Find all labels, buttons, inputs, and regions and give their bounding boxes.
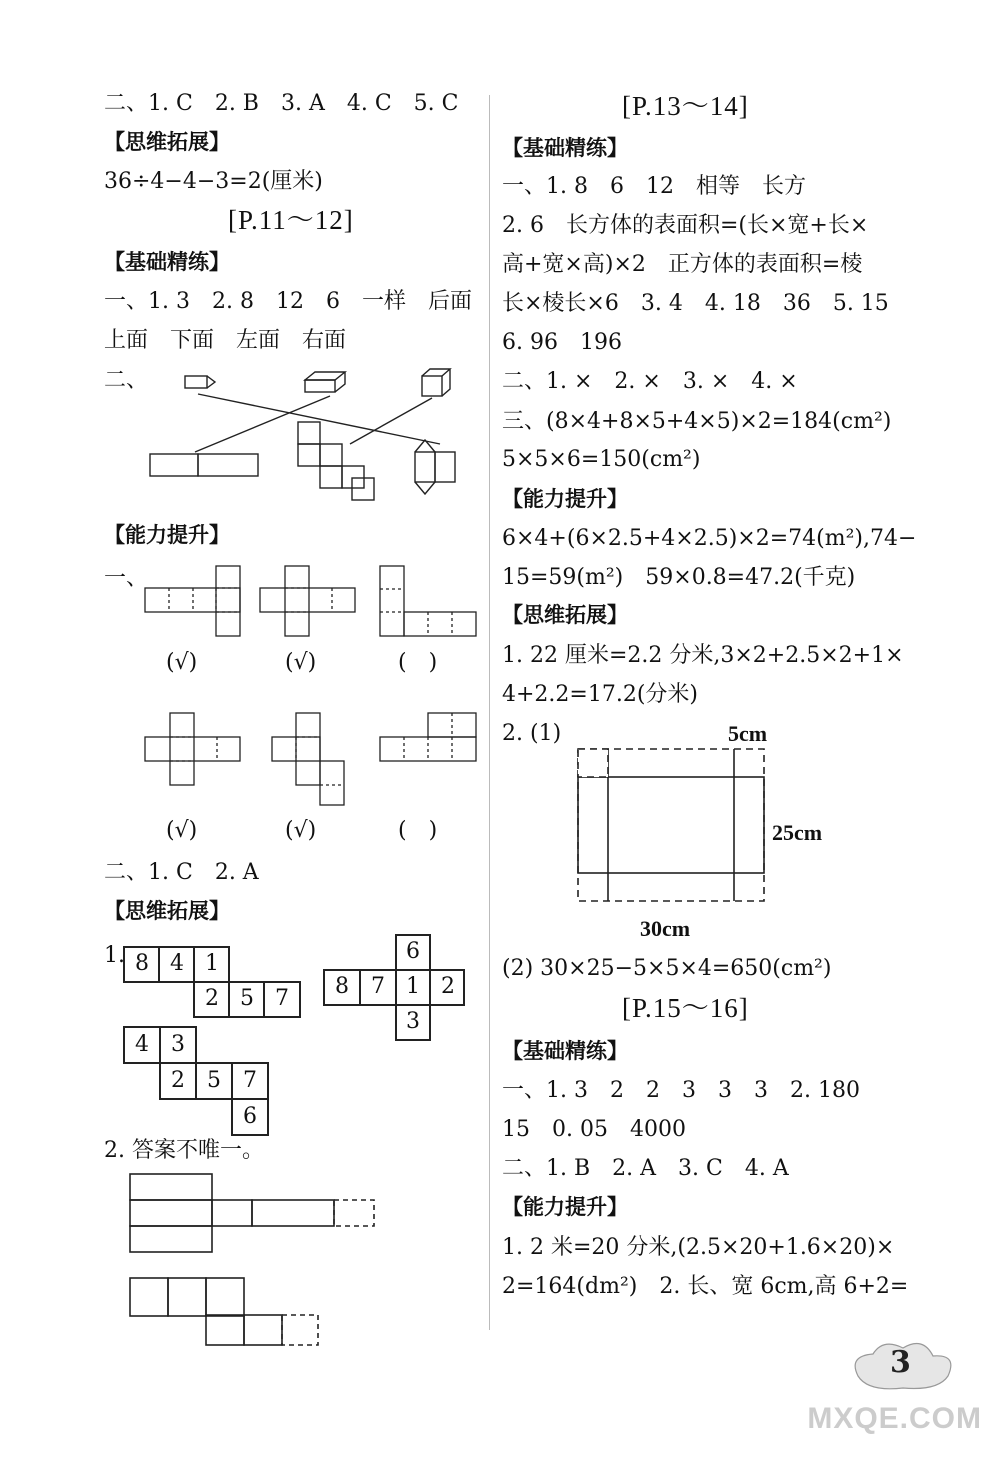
- net-cell: 5: [240, 986, 254, 1011]
- check-mark: ( ): [398, 650, 438, 675]
- answer-line: 2. 答案不唯一。: [104, 1138, 264, 1163]
- net-cell: 3: [406, 1009, 420, 1034]
- answer-line: 一、1. 3 2. 8 12 6 一样 后面: [104, 289, 472, 314]
- column-divider: [489, 95, 490, 1330]
- answer-line: 二、1. × 2. × 3. × 4. ×: [502, 369, 798, 394]
- section-heading: 【基础精练】: [502, 136, 628, 160]
- dimension-label: 25cm: [772, 820, 823, 845]
- net-cell: 8: [135, 951, 149, 976]
- answer-line: 6×4+(6×2.5+4×2.5)×2=74(m²),74−: [502, 526, 917, 551]
- net-cell: 2: [441, 974, 455, 999]
- section-heading: 【思维拓展】: [104, 130, 230, 154]
- answer-line: 一、1. 3 2 2 3 3 3 2. 180: [502, 1078, 860, 1103]
- check-mark: (√): [285, 818, 317, 843]
- section-heading: 【思维拓展】: [502, 603, 628, 627]
- open-box-diagram: [570, 745, 770, 910]
- check-mark: ( ): [398, 818, 438, 843]
- answer-line: 2. (1): [502, 721, 562, 746]
- net-cell: 1: [406, 974, 420, 999]
- check-mark: (√): [285, 650, 317, 675]
- net-cell: 2: [171, 1068, 185, 1093]
- section-heading: 【基础精练】: [104, 250, 230, 274]
- net-cell: 6: [406, 939, 420, 964]
- answer-line: 1. 2 米=20 分米,(2.5×20+1.6×20)×: [502, 1235, 895, 1260]
- answer-line: 6. 96 196: [502, 330, 622, 355]
- answer-line: 15 0. 05 4000: [502, 1117, 686, 1142]
- net-cell: 8: [335, 974, 349, 999]
- net-cell: 7: [243, 1068, 257, 1093]
- answer-line: 一、1. 8 6 12 相等 长方: [502, 174, 806, 199]
- numbered-net-3: [124, 1027, 269, 1135]
- page-range-title: [P.13～14]: [622, 91, 749, 121]
- page-number-badge: [838, 1336, 988, 1396]
- watermark: MXQE.COM: [807, 1402, 982, 1435]
- answer-line: 二、1. C 2. B 3. A 4. C 5. C: [104, 91, 459, 116]
- section-heading: 【基础精练】: [502, 1039, 628, 1063]
- answer-line: 1. 22 厘米=2.2 分米,3×2+2.5×2+1×: [502, 643, 904, 668]
- net-cell: 1: [205, 951, 219, 976]
- page-range-title: [P.11～12]: [228, 205, 354, 235]
- net-cell: 5: [207, 1068, 221, 1093]
- net-cell: 4: [135, 1032, 149, 1057]
- answer-line: 二、1. C 2. A: [104, 860, 259, 885]
- numbered-net-1: [124, 947, 304, 1017]
- open-box-nets: [128, 1172, 378, 1347]
- cube-nets-row-1: [140, 562, 480, 642]
- section-heading: 【能力提升】: [502, 1195, 628, 1219]
- answer-line: 高+宽×高)×2 正方体的表面积=棱: [502, 252, 863, 277]
- answer-line: 二、: [104, 368, 149, 393]
- answer-line: 36÷4−4−3=2(厘米): [104, 169, 323, 194]
- cube-nets-row-2: [140, 710, 480, 810]
- section-heading: 【能力提升】: [502, 487, 628, 511]
- answer-line: 5×5×6=150(cm²): [502, 447, 701, 472]
- page-number: 3: [890, 1345, 911, 1380]
- answer-line: 二、1. B 2. A 3. C 4. A: [502, 1156, 789, 1181]
- net-cell: 7: [275, 986, 289, 1011]
- answer-line: 15=59(m²) 59×0.8=47.2(千克): [502, 565, 856, 590]
- answer-line: (2) 30×25−5×5×4=650(cm²): [502, 956, 832, 981]
- net-cell: 2: [205, 986, 219, 1011]
- net-cell: 7: [371, 974, 385, 999]
- page-range-title: [P.15～16]: [622, 993, 749, 1023]
- net-cell: 3: [171, 1032, 185, 1057]
- section-heading: 【思维拓展】: [104, 899, 230, 923]
- answer-line: 三、(8×4+8×5+4×5)×2=184(cm²): [502, 409, 892, 434]
- answer-line: 4+2.2=17.2(分米): [502, 682, 699, 707]
- dimension-label: 30cm: [640, 916, 691, 941]
- answer-line: 长×棱长×6 3. 4 4. 18 36 5. 15: [502, 291, 889, 316]
- numbered-net-2: [324, 935, 464, 1040]
- answer-line: 1.: [104, 943, 125, 968]
- answer-line: 上面 下面 左面 右面: [104, 328, 347, 353]
- section-heading: 【能力提升】: [104, 523, 230, 547]
- check-mark: (√): [166, 818, 198, 843]
- check-mark: (√): [166, 650, 198, 675]
- dimension-label: 5cm: [728, 721, 768, 746]
- answer-line: 2. 6 长方体的表面积=(长×宽+长×: [502, 213, 869, 238]
- answer-line: 2=164(dm²) 2. 长、宽 6cm,高 6+2=: [502, 1274, 909, 1299]
- net-cell: 6: [243, 1104, 257, 1129]
- net-cell: 4: [170, 951, 184, 976]
- answer-line: 一、: [104, 566, 149, 591]
- matching-diagram: [140, 362, 470, 512]
